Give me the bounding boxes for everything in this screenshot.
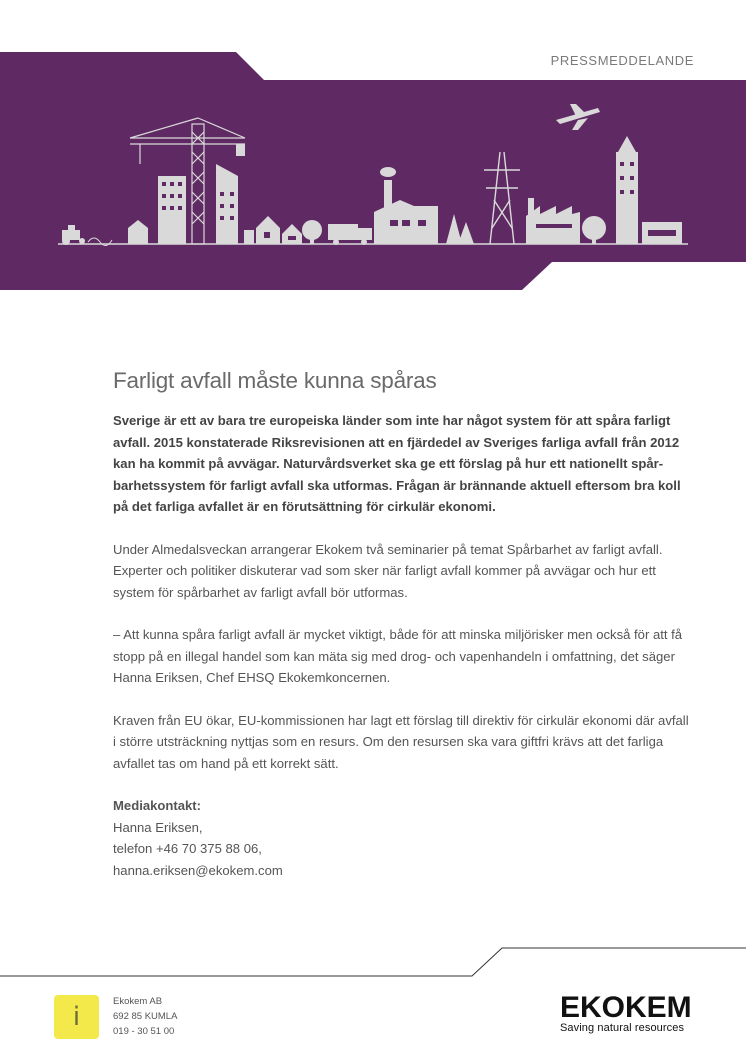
company-postal: 692 85 KUMLA bbox=[113, 1011, 178, 1022]
body-paragraph: Kraven från EU ökar, EU-kommissionen har lagt ett förslag till direktiv för cirkulär ekonomi där avfall i större utsträckning nyttjas som en resurs. Om den resursen ska vara giftfri krävs att det farliga avfallet tas om hand på ett korrekt sätt. bbox=[113, 712, 689, 771]
page-title: Farligt avfall måste kunna spåras bbox=[113, 368, 437, 393]
document-type-label: PRESSMEDDELANDE bbox=[550, 53, 694, 68]
body-paragraph: Under Almedalsveckan arrangerar Ekokem två seminarier på temat Spårbarhet av farligt avfall. Experter och politiker diskuterar vad som sker när farligt avfall kommer på avvägar och hur ett system för spårbarhet av farligt avfall bör utformas. bbox=[113, 541, 663, 600]
company-name: Ekokem AB bbox=[113, 996, 163, 1007]
logo-tagline: Saving natural resources bbox=[560, 1022, 685, 1034]
ekokem-logo bbox=[560, 991, 695, 1035]
media-contact-heading: Mediakontakt: bbox=[113, 798, 202, 813]
contact-email[interactable]: hanna.eriksen@ekokem.com bbox=[113, 862, 283, 878]
body-paragraph: – Att kunna spåra farligt avfall är mycket viktigt, både för att minska miljörisker men också för att få stopp på en illegal handel som kan mäta sig med drog- och vapenhandeln i omfattning, det säger Hanna Eriksen, Chef EHSQ Ekokemkoncernen. bbox=[113, 627, 683, 685]
footer-divider bbox=[0, 944, 746, 978]
info-badge bbox=[54, 995, 99, 1039]
info-icon: i bbox=[72, 1002, 81, 1032]
contact-name: Hanna Eriksen, bbox=[113, 819, 203, 835]
article-body bbox=[113, 368, 693, 881]
lead-paragraph: Sverige är ett av bara tre europeiska länder som inte har något system för att spåra farligt avfall. 2015 konstaterade Riksrevisionen att en fjärdedel av Sveriges farliga avfall från 2012 kan ha kommit på avvägar. Naturvårdsverket ska ge ett förslag på hur ett nationellt spår-barhetssystem för farligt avfall ska utformas. Frågan är brännande aktuell eftersom bra koll på det farliga avfallet är en förutsättning för cirkulär ekonomi. bbox=[113, 413, 681, 514]
header-banner bbox=[0, 52, 746, 292]
skyscraper-icon bbox=[616, 136, 638, 244]
logo-wordmark: EKOKEM bbox=[560, 991, 692, 1024]
tower-building-icon bbox=[216, 164, 238, 244]
company-address bbox=[113, 994, 177, 1039]
contact-phone: telefon +46 70 375 88 06, bbox=[113, 841, 262, 856]
company-phone: 019 - 30 51 00 bbox=[113, 1026, 175, 1037]
crane-counterweight bbox=[236, 144, 245, 156]
